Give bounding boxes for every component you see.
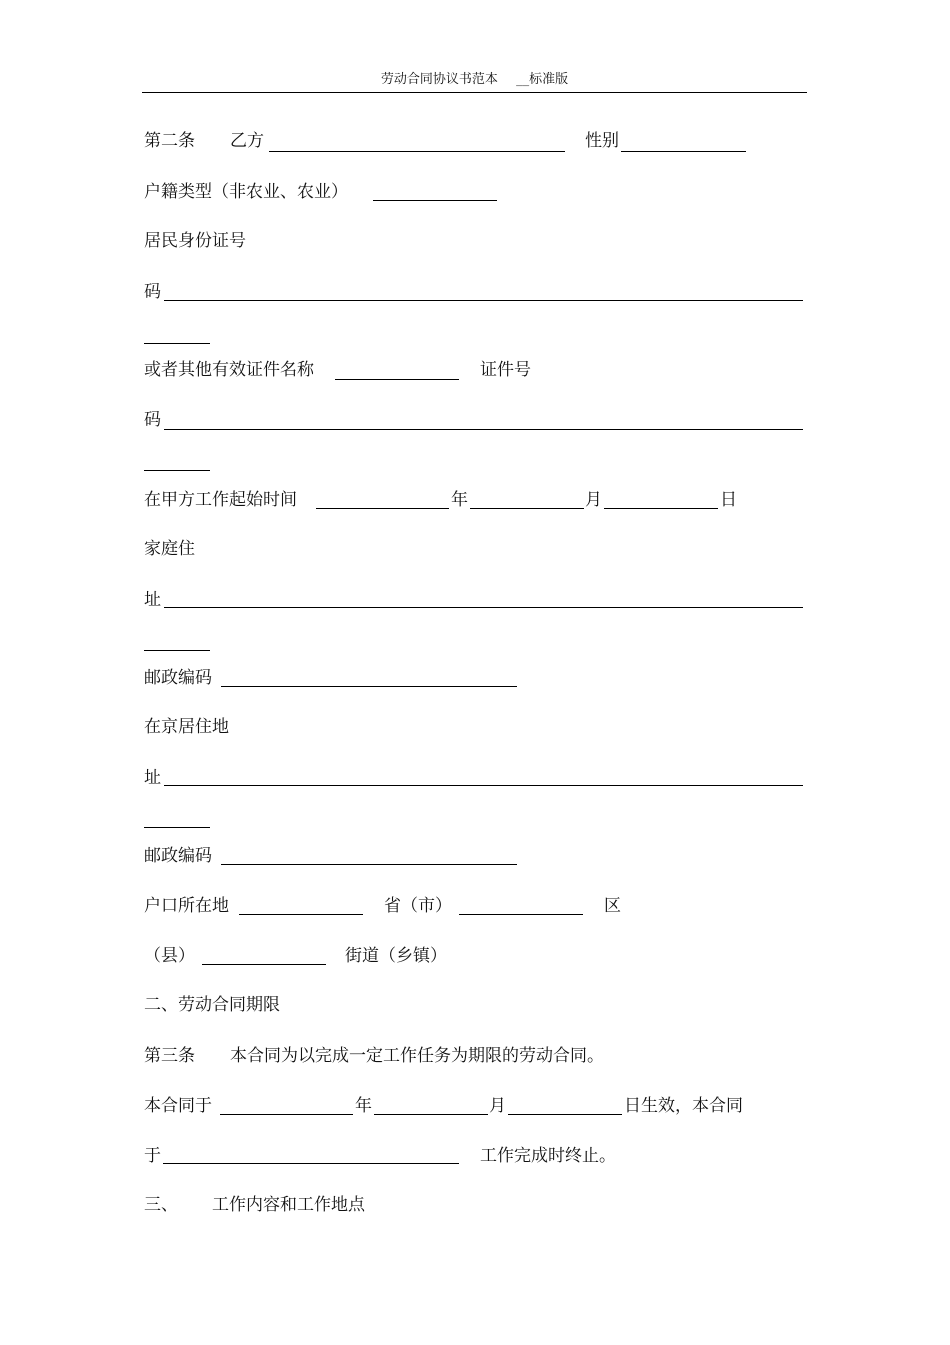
hukou-type-blank[interactable] <box>373 200 497 201</box>
start-year-blank[interactable] <box>316 508 449 509</box>
hukou-street-blank[interactable] <box>202 964 326 965</box>
cert-number-label: 证件号 <box>480 360 531 380</box>
termination-label: 于 <box>144 1146 161 1166</box>
party-b-blank[interactable] <box>269 151 565 152</box>
article-three-label: 第三条 <box>144 1046 195 1066</box>
cert-number-blank-tail[interactable] <box>144 470 210 471</box>
home-address-label-end: 址 <box>144 590 161 610</box>
other-id-name-blank[interactable] <box>335 379 459 380</box>
header-gap: __ <box>516 72 530 87</box>
beijing-address-blank-tail[interactable] <box>144 827 210 828</box>
month-label: 月 <box>585 490 602 510</box>
section-two-heading: 二、劳动合同期限 <box>144 995 280 1015</box>
section-three-heading: 工作内容和工作地点 <box>212 1195 365 1215</box>
district-label: 区 <box>604 896 621 916</box>
effective-day-label: 日生效，本合同 <box>624 1096 743 1116</box>
effective-year-blank[interactable] <box>220 1114 353 1115</box>
start-date-label: 在甲方工作起始时间 <box>144 490 297 510</box>
effective-month-blank[interactable] <box>374 1114 488 1115</box>
header-title: 劳动合同协议书范本 <box>380 72 498 87</box>
hukou-district-blank[interactable] <box>459 914 583 915</box>
id-number-blank[interactable] <box>164 300 803 301</box>
home-address-blank-tail[interactable] <box>144 650 210 651</box>
section-three-number: 三、 <box>144 1195 178 1215</box>
party-b-label: 乙方 <box>230 131 264 151</box>
county-label: （县） <box>144 946 195 966</box>
home-address-blank[interactable] <box>164 607 803 608</box>
home-postcode-label: 邮政编码 <box>144 668 212 688</box>
header-edition: 标准版 <box>529 72 569 87</box>
effective-month-label: 月 <box>489 1096 506 1116</box>
other-id-name-label: 或者其他有效证件名称 <box>144 360 314 380</box>
hukou-location-label: 户口所在地 <box>144 896 229 916</box>
id-number-label-end: 码 <box>144 282 161 302</box>
cert-number-label-end: 码 <box>144 410 161 430</box>
article-two-label: 第二条 <box>144 131 195 151</box>
id-number-label: 居民身份证号 <box>144 231 246 251</box>
beijing-address-label: 在京居住地 <box>144 717 229 737</box>
id-number-blank-tail[interactable] <box>144 343 210 344</box>
termination-text: 工作完成时终止。 <box>480 1146 616 1166</box>
day-label: 日 <box>720 490 737 510</box>
effective-day-blank[interactable] <box>508 1114 622 1115</box>
year-label: 年 <box>451 490 468 510</box>
gender-label: 性别 <box>585 131 619 151</box>
province-label: 省（市） <box>384 896 452 916</box>
gender-blank[interactable] <box>621 151 746 152</box>
start-month-blank[interactable] <box>470 508 584 509</box>
effective-date-label: 本合同于 <box>144 1096 212 1116</box>
home-postcode-blank[interactable] <box>221 686 517 687</box>
effective-year-label: 年 <box>355 1096 372 1116</box>
beijing-postcode-blank[interactable] <box>221 864 517 865</box>
beijing-postcode-label: 邮政编码 <box>144 846 212 866</box>
hukou-type-label: 户籍类型（非农业、农业） <box>144 182 348 202</box>
termination-blank[interactable] <box>163 1163 459 1164</box>
hukou-province-blank[interactable] <box>239 914 363 915</box>
page-header <box>142 68 807 87</box>
street-label: 街道（乡镇） <box>345 946 447 966</box>
home-address-label: 家庭住 <box>144 539 195 559</box>
header-rule <box>142 92 807 93</box>
cert-number-blank[interactable] <box>164 429 803 430</box>
article-three-text: 本合同为以完成一定工作任务为期限的劳动合同。 <box>230 1046 604 1066</box>
beijing-address-label-end: 址 <box>144 768 161 788</box>
beijing-address-blank[interactable] <box>164 785 803 786</box>
start-day-blank[interactable] <box>604 508 718 509</box>
